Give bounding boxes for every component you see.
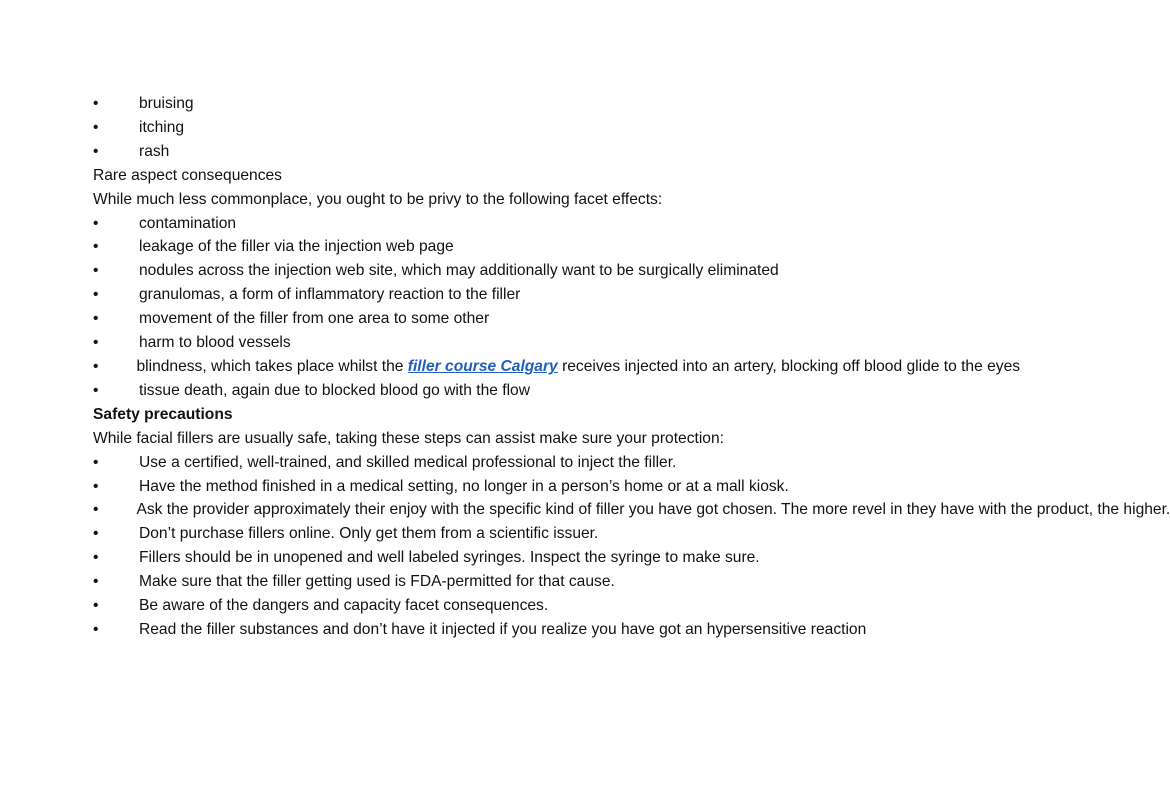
- list-item: [93, 451, 933, 475]
- list-item: [93, 212, 933, 236]
- list-item-text: blindness, which takes place whilst the: [136, 357, 408, 375]
- list-item: [93, 259, 933, 283]
- list-item-text: Make sure that the filler getting used is FDA-permitted for that cause.: [139, 573, 615, 591]
- list-item: [93, 618, 933, 642]
- list-item: [93, 522, 933, 546]
- list-item-text: Use a certified, well-trained, and skilled medical professional to inject the filler.: [139, 453, 677, 471]
- list-item-text: tissue death, again due to blocked blood go with the flow: [139, 381, 530, 399]
- list-item-text: rash: [139, 142, 170, 160]
- bullet-icon: •: [93, 334, 99, 352]
- list-item-text: Don’t purchase fillers online. Only get them from a scientific issuer.: [139, 525, 599, 543]
- bullet-icon: •: [93, 453, 99, 471]
- list-item: [93, 594, 933, 618]
- bullet-icon: •: [93, 549, 99, 567]
- bullet-icon: •: [93, 262, 99, 280]
- list-item-text: Ask the provider approximately their enjoy with the specific kind of filler you have got chosen. The more revel in they have with the product, the higher.: [136, 501, 1170, 519]
- bullet-icon: •: [93, 238, 99, 256]
- list-item: [93, 498, 1170, 522]
- safety-precautions-intro: While facial fillers are usually safe, taking these steps can assist make sure your protection:: [93, 429, 724, 447]
- list-item: [93, 331, 933, 355]
- list-item: [93, 475, 933, 499]
- bullet-icon: •: [93, 310, 99, 328]
- list-item: [93, 92, 933, 116]
- bullet-icon: •: [93, 501, 99, 519]
- list-item-text: leakage of the filler via the injection web page: [139, 238, 454, 256]
- list-item-text: movement of the filler from one area to some other: [139, 310, 490, 328]
- bullet-icon: •: [93, 357, 99, 375]
- list-item-text: Read the filler substances and don’t have it injected if you realize you have got an hypersensitive reaction: [139, 620, 867, 638]
- document-body: [93, 92, 1170, 642]
- list-item-text: nodules across the injection web site, which may additionally want to be surgically eliminated: [139, 262, 779, 280]
- safety-precautions-heading: Safety precautions: [93, 405, 233, 423]
- list-item-text: Be aware of the dangers and capacity facet consequences.: [139, 597, 549, 615]
- bullet-icon: •: [93, 142, 99, 160]
- list-item-text: contamination: [139, 214, 237, 232]
- list-item-blindness: [93, 355, 1021, 379]
- list-item-text: Have the method finished in a medical setting, no longer in a person’s home or at a mall kiosk.: [139, 477, 789, 495]
- bullet-icon: •: [93, 95, 99, 112]
- bullet-icon: •: [93, 286, 99, 304]
- filler-course-calgary-link[interactable]: filler course Calgary: [407, 357, 558, 375]
- list-item: [93, 116, 933, 140]
- list-item: [93, 235, 933, 259]
- bullet-icon: •: [93, 597, 99, 615]
- bullet-icon: •: [93, 118, 99, 136]
- rare-side-effects-title: Rare aspect consequences: [93, 166, 282, 184]
- list-item-text: receives injected into an artery, blocking off blood glide to the eyes: [557, 357, 1021, 375]
- bullet-icon: •: [93, 214, 99, 232]
- list-item-text: Fillers should be in unopened and well labeled syringes. Inspect the syringe to make sure.: [139, 549, 760, 567]
- list-item: [93, 140, 933, 164]
- list-item-text: harm to blood vessels: [139, 334, 291, 352]
- bullet-icon: •: [93, 620, 99, 638]
- list-item: [93, 283, 933, 307]
- list-item-text: granulomas, a form of inflammatory reaction to the filler: [139, 286, 521, 304]
- bullet-icon: •: [93, 573, 99, 591]
- bullet-icon: •: [93, 381, 99, 399]
- list-item: [93, 546, 933, 570]
- bullet-icon: •: [93, 477, 99, 495]
- list-item-text: bruising: [139, 95, 194, 112]
- bullet-icon: •: [93, 525, 99, 543]
- list-item-text: itching: [139, 118, 185, 136]
- list-item: [93, 307, 933, 331]
- list-item: [93, 570, 933, 594]
- list-item: [93, 379, 933, 403]
- rare-side-effects-intro: While much less commonplace, you ought to be privy to the following facet effects:: [93, 190, 663, 208]
